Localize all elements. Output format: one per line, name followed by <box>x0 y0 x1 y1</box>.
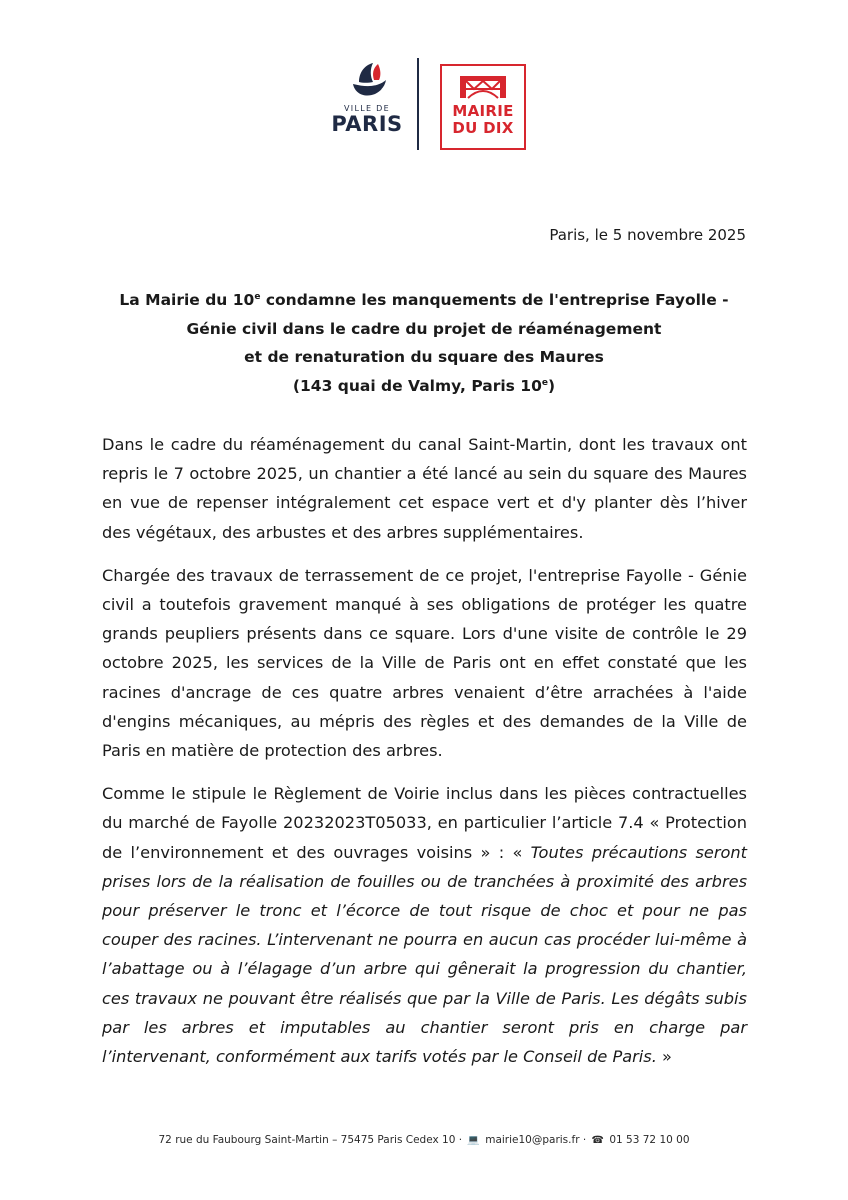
mairie-text: MAIRIE <box>452 102 514 120</box>
du-dix-text: DU DIX <box>452 119 514 137</box>
phone-icon: ☎ <box>591 1135 604 1146</box>
logo-divider <box>417 58 419 150</box>
paris-text: PARIS <box>331 112 403 136</box>
paragraph-2: Chargée des travaux de terrassement de ce projet, l'entreprise Fayolle - Génie civil a toutefois gravement manqué à ses obligations de protéger les quatre grands peupliers présents dans ce square. Lors d'une visite de contrôle le 29 octobre 2025, les services de la Ville de Paris ont en effet constaté que les racines d'ancrage de ces quatre arbres venaient d’être arrachées à l'aide d'engins mécaniques, au mépris des règles et des demandes de la Ville de Paris en matière de protection des arbres. <box>102 565 747 761</box>
regulation-quote: Toutes précautions seront prises lors de la réalisation de fouilles ou de tranchées à proximité des arbres pour préserver le tronc et l’écorce de tout risque de choc et pour ne pas couper des racines. L’intervenant ne pourra en aucun cas procéder lui-même à l’abattage ou à l’élagage d’un arbre qui gênerait la progression du chantier, ces travaux ne pouvant être réalisés que par la Ville de Paris. Les dégâts subis par les arbres et imputables au chantier seront pris en charge par l’intervenant, conformément aux tarifs votés par le Conseil de Paris. <box>102 842 747 1067</box>
footer-contact <box>0 1134 848 1146</box>
footer-email: mairie10@paris.fr · <box>485 1134 587 1146</box>
paris-ship-icon <box>345 60 389 102</box>
ville-de-paris-logo <box>328 60 406 152</box>
mairie-du-dix-logo <box>440 64 526 150</box>
footer-phone: 01 53 72 10 00 <box>609 1134 690 1146</box>
paragraph-1: Dans le cadre du réaménagement du canal Saint-Martin, dont les travaux ont repris le 7 octobre 2025, un chantier a été lancé au sein du square des Maures en vue de repenser intégralement cet espace vert et d'y planter dès l’hiver des végétaux, des arbustes et des arbres supplémentaires. <box>102 435 747 542</box>
title-line-2: Génie civil dans le cadre du projet de réaménagement <box>186 319 662 338</box>
title-line-4: (143 quai de Valmy, Paris 10e) <box>292 376 556 395</box>
ville-de-text: VILLE DE <box>344 104 390 113</box>
bridge-icon <box>454 74 512 100</box>
press-release-title <box>95 286 753 400</box>
document-date: Paris, le 5 novembre 2025 <box>549 226 746 244</box>
title-line-1: La Mairie du 10e condamne les manquements de l'entreprise Fayolle - <box>119 291 729 309</box>
title-line-3: et de renaturation du square des Maures <box>244 348 604 366</box>
computer-icon: 💻 <box>467 1135 480 1146</box>
footer-address: 72 rue du Faubourg Saint-Martin – 75475 Paris Cedex 10 · <box>158 1134 463 1146</box>
paragraph-3: Comme le stipule le Règlement de Voirie inclus dans les pièces contractuelles du marché de Fayolle 20232023T05033, en particulier l’article 7.4 « Protection de l’environnement et des ouvrages voisins » : « Toutes précautions seront prises lors de la réalisation de fouilles ou de tranchées à proximité des arbres pour préserver le tronc et l’écorce de tout risque de choc et pour ne pas couper des racines. L’intervenant ne pourra en aucun cas procéder lui-même à l’abattage ou à l’élagage d’un arbre qui gênerait la progression du chantier, ces travaux ne pouvant être réalisés que par la Ville de Paris. Les dégâts subis par les arbres et imputables au chantier seront pris en charge par l’intervenant, conformément aux tarifs votés par le Conseil de Paris. » <box>102 784 747 1067</box>
header-logos <box>300 52 550 162</box>
body-text <box>102 430 747 1085</box>
